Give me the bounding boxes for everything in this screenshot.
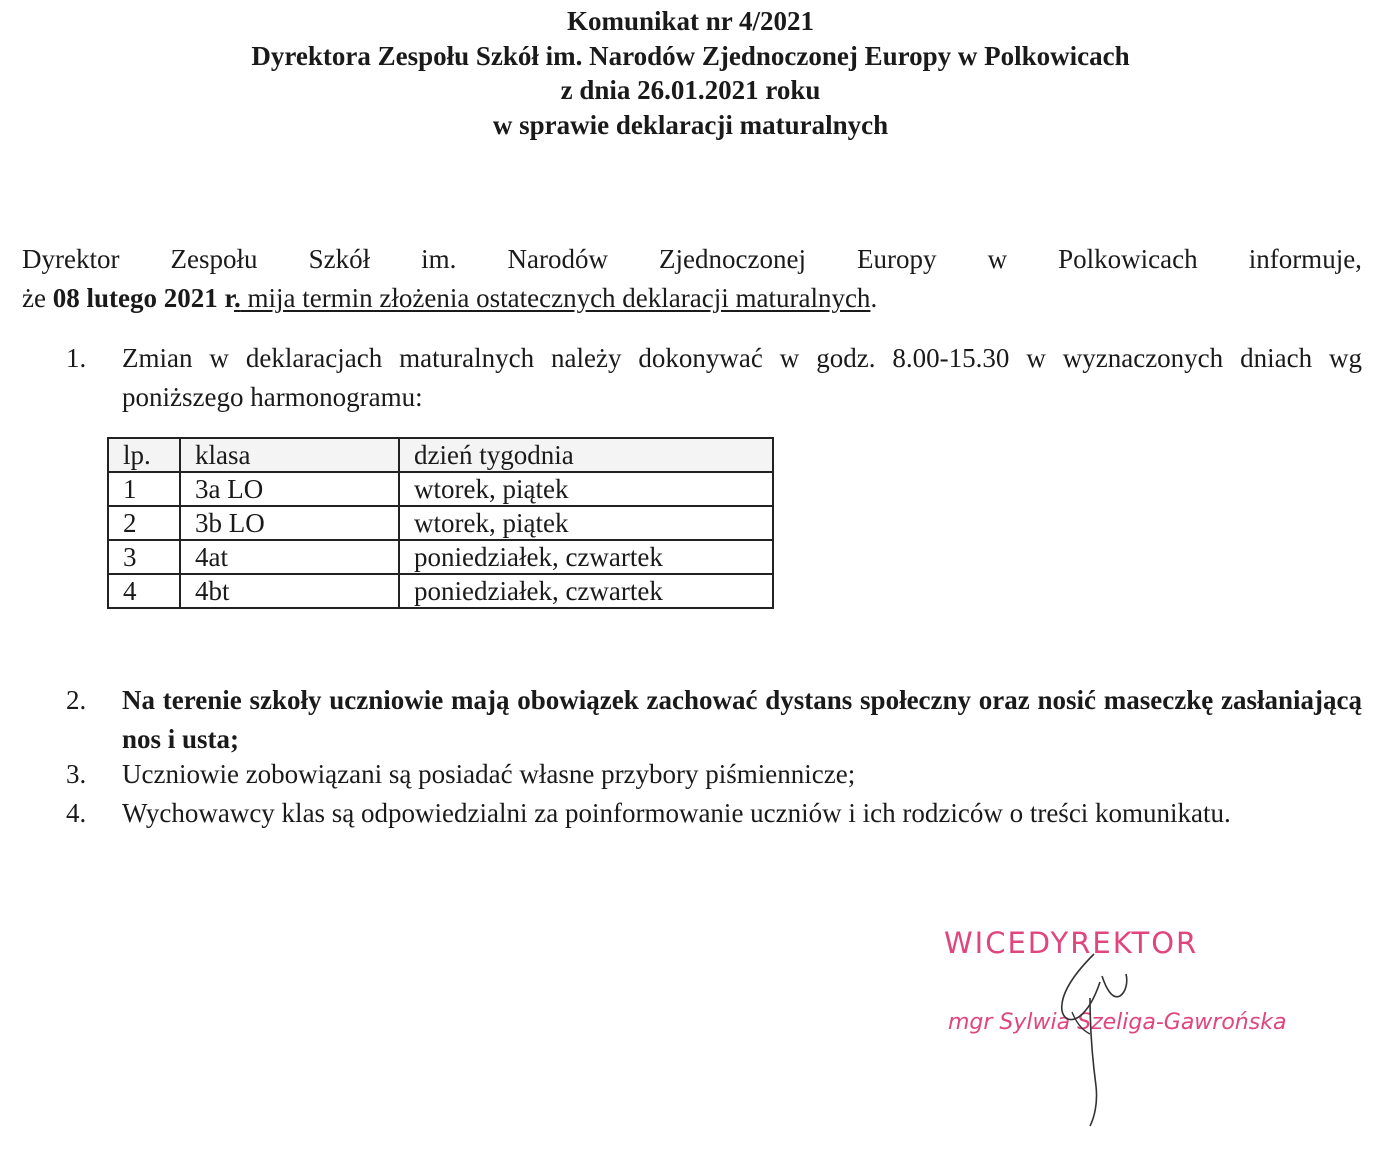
table-row — [108, 540, 773, 574]
cell-lp: 4 — [108, 574, 180, 608]
table-row — [108, 472, 773, 506]
intro-word: Zjednoczonej — [659, 244, 806, 274]
table-row — [108, 574, 773, 608]
cell-dzien: poniedziałek, czwartek — [399, 574, 773, 608]
cell-dzien: poniedziałek, czwartek — [399, 540, 773, 574]
signature-stamp — [944, 926, 1287, 1136]
list-item-1 — [66, 339, 1362, 417]
cell-klasa: 3a LO — [180, 472, 399, 506]
document-subject: w sprawie deklaracji maturalnych — [492, 109, 889, 140]
deadline-dot: . — [233, 283, 241, 313]
list-item-text: Uczniowie zobowiązani są posiadać własne przybory piśmiennicze; — [122, 759, 856, 789]
list-item-4 — [66, 794, 1362, 833]
list-item-2 — [66, 681, 1362, 759]
intro-word: Dyrektor — [22, 244, 120, 274]
list-item-number: 1. — [66, 343, 87, 373]
deadline-date: 08 lutego 2021 r — [52, 283, 234, 313]
header-cell-klasa: klasa — [180, 438, 399, 472]
intro-end: . — [870, 283, 878, 313]
list-item-number: 2. — [66, 685, 87, 715]
cell-dzien: wtorek, piątek — [399, 506, 773, 540]
intro-word: informuje, — [1248, 244, 1362, 274]
header-cell-dzien: dzień tygodnia — [399, 438, 773, 472]
list-item-text: Na terenie szkoły uczniowie mają obowiązek zachować dystans społeczny oraz nosić maseczkę zasłaniającą nos i usta; — [122, 685, 1362, 754]
cell-klasa: 4bt — [180, 574, 399, 608]
cell-klasa: 4at — [180, 540, 399, 574]
table-header-row — [108, 438, 773, 472]
intro-word: Europy — [857, 244, 937, 274]
list-item-number: 4. — [66, 798, 87, 828]
intro-line-1 — [22, 240, 1362, 279]
intro-word: im. — [421, 244, 457, 274]
list-item-text: Wychowawcy klas są odpowiedzialni za poinformowanie uczniów i ich rodziców o treści komunikatu. — [122, 798, 1231, 828]
intro-word: Zespołu — [170, 244, 258, 274]
intro-word: Narodów — [507, 244, 608, 274]
list-item-3 — [66, 755, 1362, 794]
cell-lp: 1 — [108, 472, 180, 506]
intro-prefix: że — [22, 283, 53, 313]
table-row — [108, 506, 773, 540]
cell-dzien: wtorek, piątek — [399, 472, 773, 506]
intro-paragraph — [22, 240, 1362, 318]
list-item-number: 3. — [66, 759, 87, 789]
document-issuer: Dyrektora Zespołu Szkół im. Narodów Zjednoczonej Europy w Polkowicach — [251, 40, 1130, 71]
schedule-table — [107, 437, 774, 609]
document-title: Komunikat nr 4/2021 — [566, 6, 815, 36]
intro-word: w — [987, 244, 1008, 274]
stamp-title: WICEDYREKTOR — [944, 926, 1199, 960]
stamp-name: mgr Sylwia Szeliga-Gawrońska — [948, 1010, 1287, 1035]
intro-line-2 — [22, 279, 1362, 318]
intro-word: Szkół — [308, 244, 371, 274]
deadline-text: mija termin złożenia ostatecznych deklaracji maturalnych — [240, 283, 871, 313]
document-date: z dnia 26.01.2021 roku — [560, 75, 821, 105]
list-item-text: Zmian w deklaracjach maturalnych należy dokonywać w godz. 8.00-15.30 w wyznaczonych dniach wg poniższego harmonogramu: — [122, 343, 1362, 412]
intro-word: Polkowicach — [1058, 244, 1198, 274]
handwritten-signature — [944, 926, 1244, 1136]
document-header — [0, 4, 1381, 142]
header-cell-lp: lp. — [108, 438, 180, 472]
cell-lp: 2 — [108, 506, 180, 540]
cell-lp: 3 — [108, 540, 180, 574]
cell-klasa: 3b LO — [180, 506, 399, 540]
